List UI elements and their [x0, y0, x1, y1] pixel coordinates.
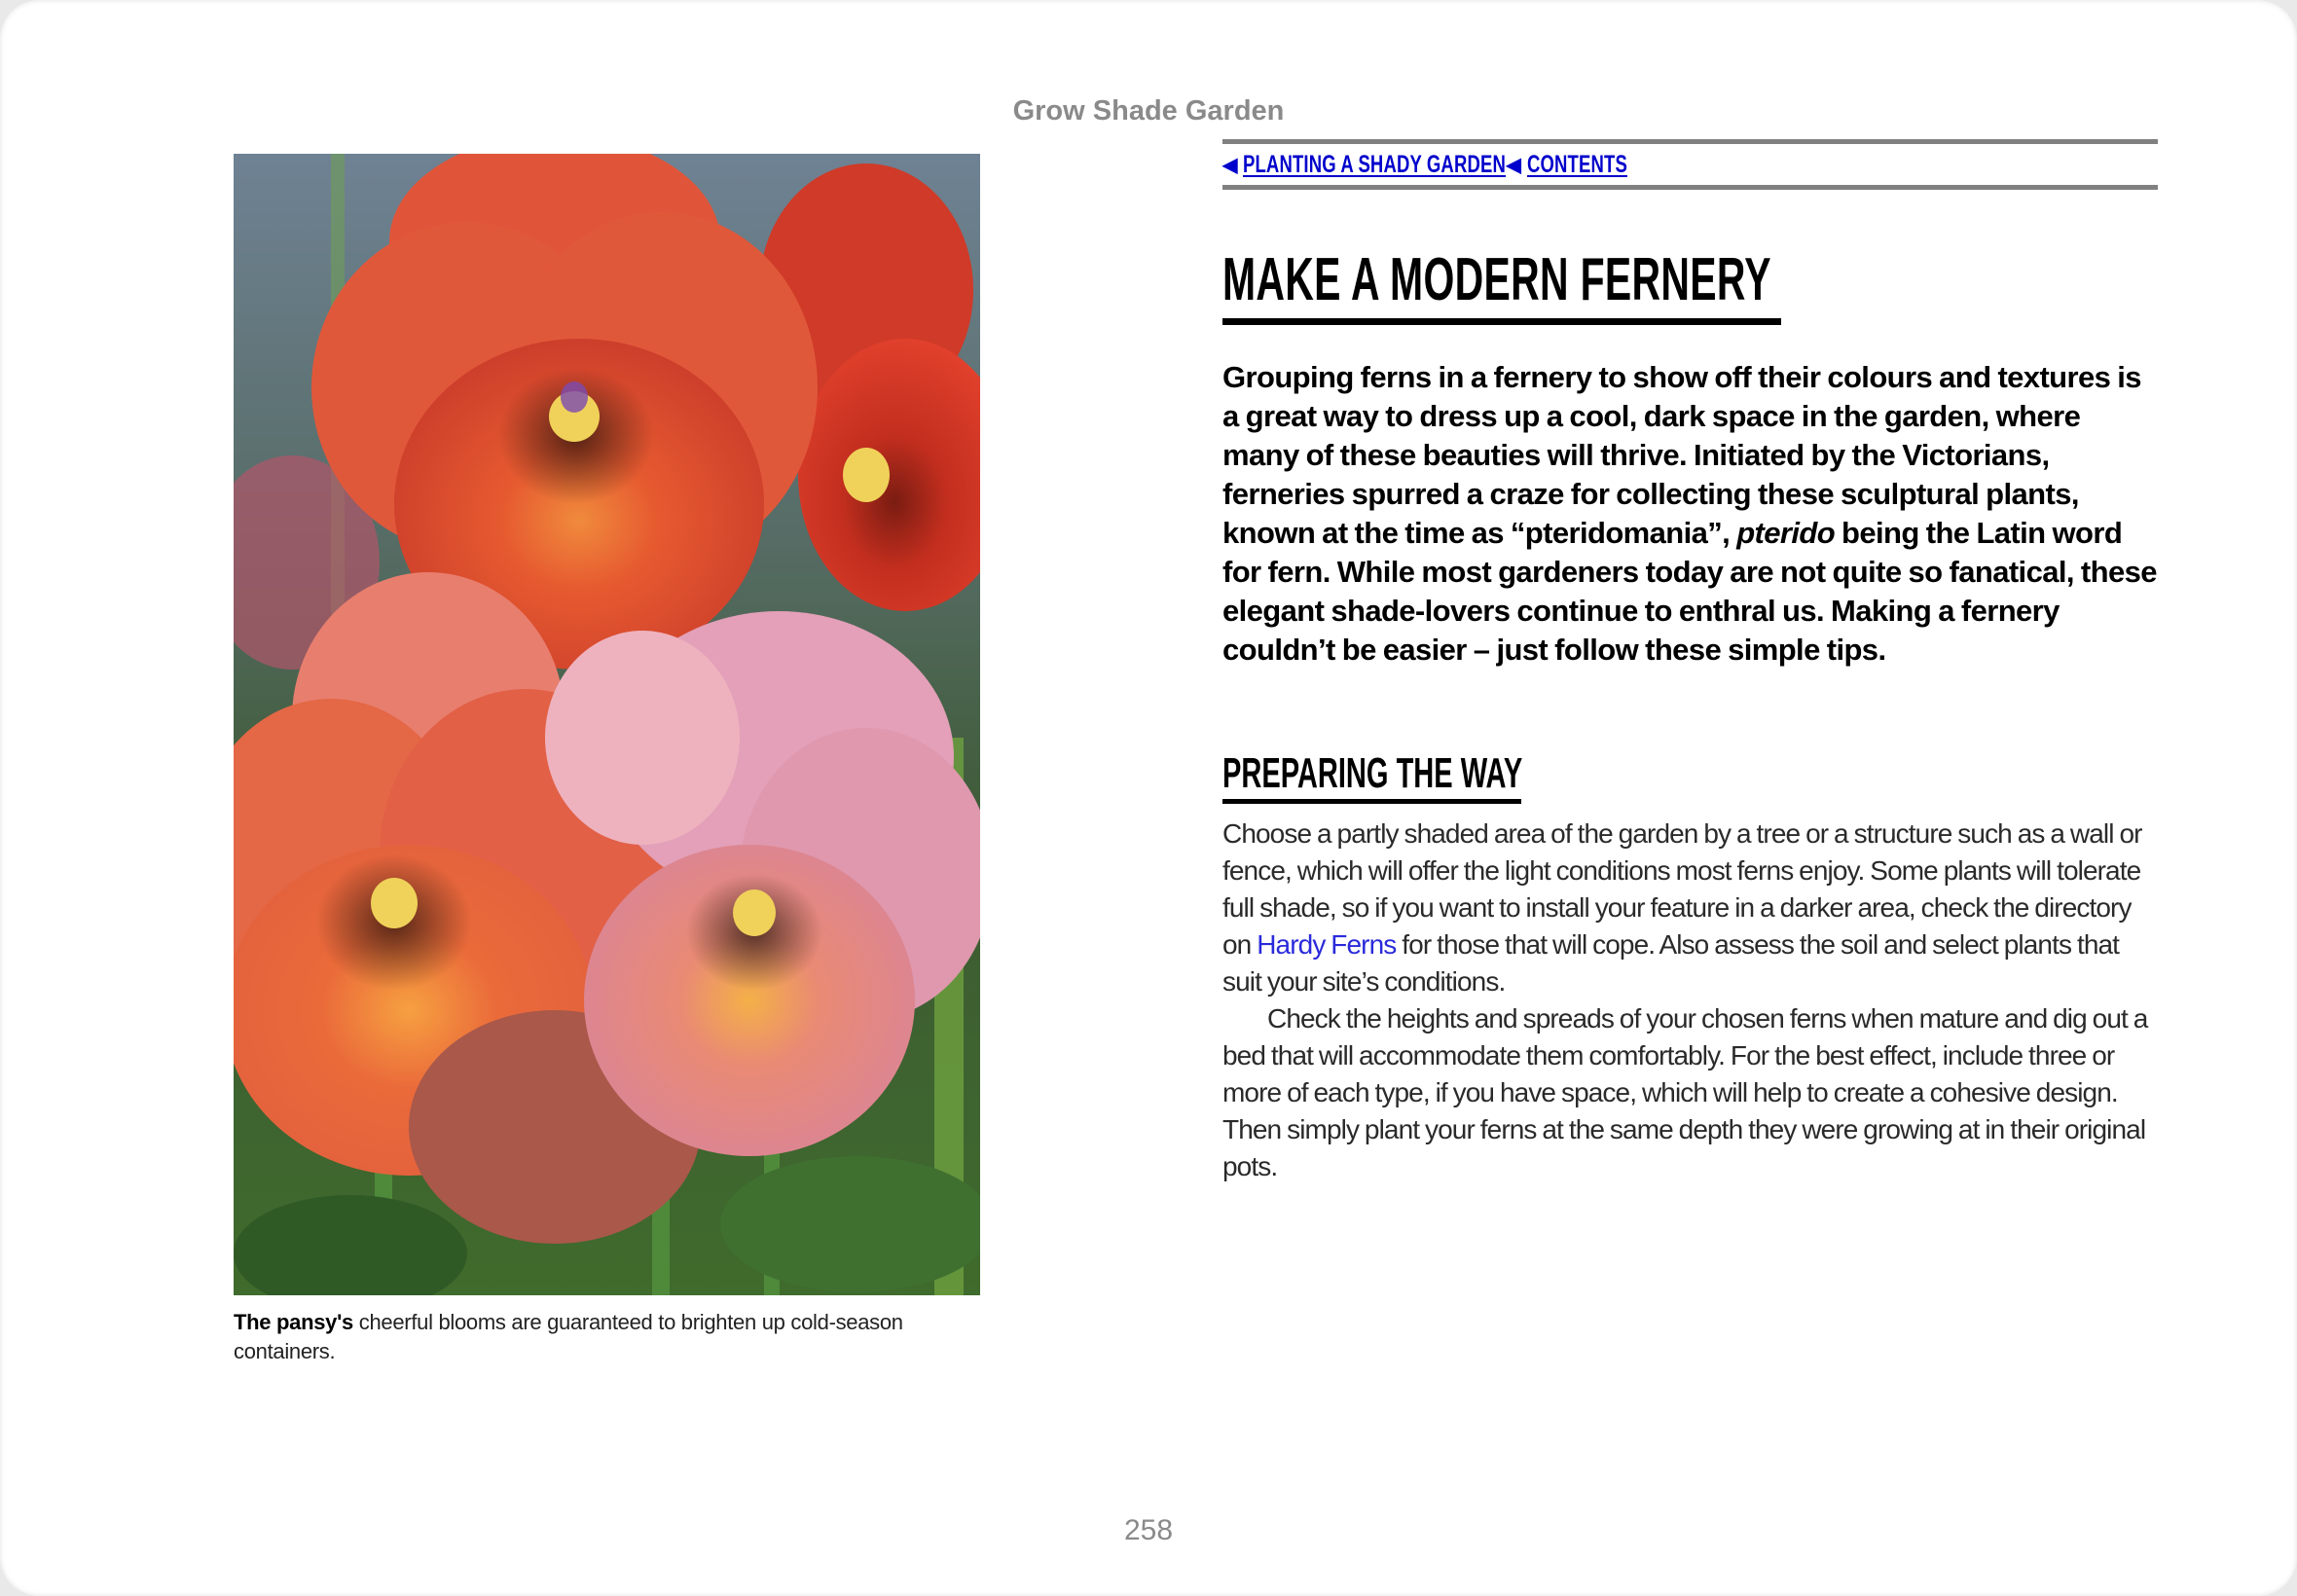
back-arrow-icon: ◀ — [1222, 154, 1238, 176]
link-contents[interactable]: CONTENTS — [1526, 150, 1627, 178]
page-number: 258 — [1123, 1514, 1174, 1546]
nav-rule-bottom — [1222, 185, 2158, 190]
section-underline — [1222, 799, 1521, 804]
breadcrumb-nav — [1222, 150, 1627, 179]
link-planting-a-shady-garden[interactable]: PLANTING A SHADY GARDEN — [1243, 150, 1507, 178]
caption-text: cheerful blooms are guaranteed to brighten up cold-season containers. — [234, 1310, 903, 1363]
lead-text-1: Grouping ferns in a fernery to show off their colours and textures is a great way to dress up a cool, dark space in the garden, where many of these beauties will thrive. Initiated by the Victorians, ferneries spurred a craze for collecting these sculptural plants, known at the time as “pteridomania”, — [1222, 360, 2141, 550]
body-paragraph-2: Check the heights and spreads of your chosen ferns when mature and dig out a bed that will accommodate them comfortably. For the best effect, include three or more of each type, if you have space, which will help to create a cohesive design. Then simply plant your ferns at the same depth they were growing at in their original pots. — [1222, 1003, 2148, 1181]
lead-paragraph — [1222, 358, 2158, 670]
section-body — [1222, 816, 2158, 1185]
pansy-illustration — [234, 154, 980, 1295]
body-text: for those that will cope. Also assess the soil and select plants that suit your site’s conditions. — [1222, 929, 2120, 997]
link-hardy-ferns[interactable]: Hardy Ferns — [1257, 929, 1397, 960]
back-arrow-icon: ◀ — [1506, 154, 1521, 176]
section-heading: PREPARING THE WAY — [1222, 749, 1523, 797]
article-title: MAKE A MODERN FERNERY — [1222, 246, 1771, 313]
body-paragraph-1 — [1222, 816, 2158, 1000]
caption-bold-lead: The pansy's — [234, 1310, 353, 1334]
nav-rule-top — [1222, 139, 2158, 144]
body-text: Choose a partly shaded area of the garden by a tree or a structure such as a wall or fence, which will offer the light conditions most ferns enjoy. Some plants will tolerate full shade, so if you want to install your feature in a darker area, check the directory on — [1222, 818, 2142, 960]
lead-text-2: being the Latin word for fern. While most gardeners today are not quite so fanatical, these elegant shade-lovers continue to enthral us. Making a fernery couldn’t be easier – just follow these simple tips. — [1222, 516, 2157, 667]
lead-italic-term: pterido — [1736, 516, 1836, 550]
title-underline — [1222, 318, 1781, 325]
pansy-photo — [234, 154, 980, 1295]
photo-caption — [234, 1308, 980, 1366]
book-title: Grow Shade Garden — [1012, 95, 1285, 127]
